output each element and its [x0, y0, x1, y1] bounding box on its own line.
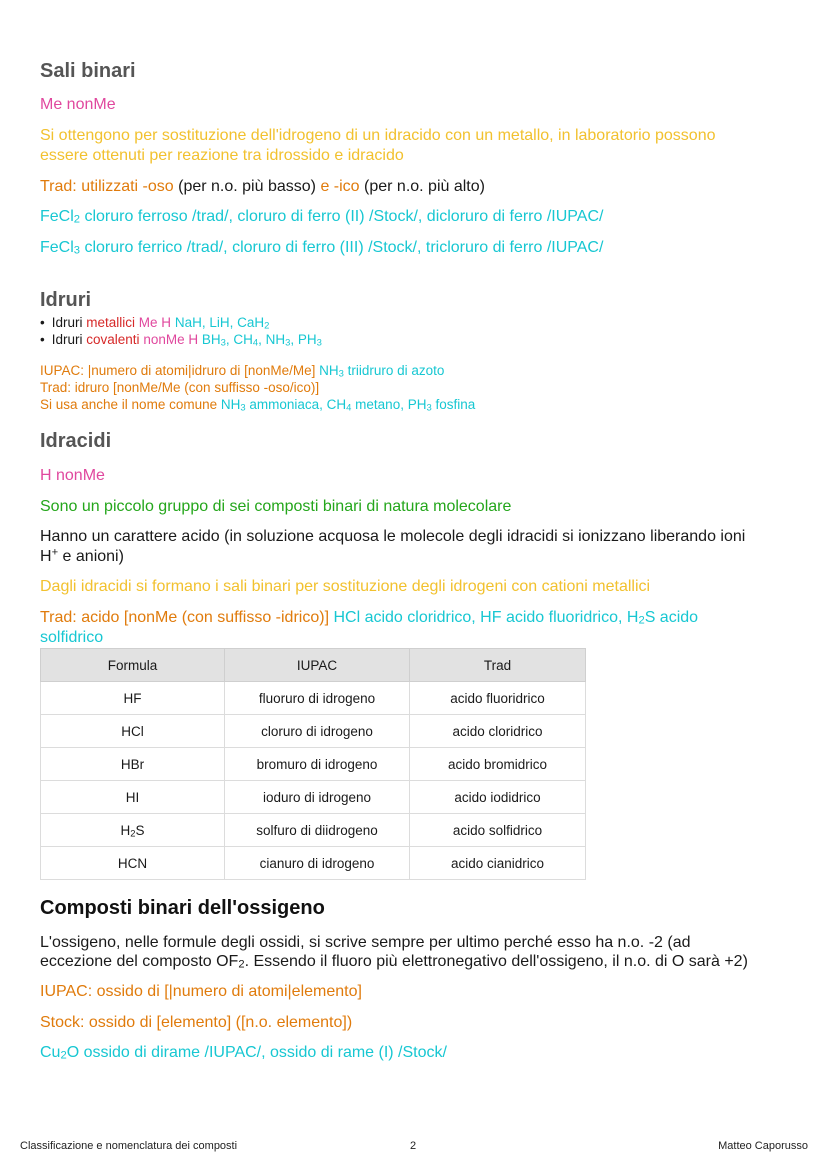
formula-cell	[41, 847, 225, 880]
idracidi-trad	[40, 608, 698, 628]
example-sub: 3	[316, 337, 322, 349]
formula-cell	[41, 748, 225, 781]
cell-text: HF	[123, 690, 142, 706]
idruri-nome-comune	[40, 396, 475, 413]
table-row	[41, 748, 586, 781]
trad-examples	[333, 609, 698, 626]
example-sub: 3	[338, 368, 344, 380]
trad-cell: acido cianidrico	[410, 847, 586, 880]
table-row	[41, 847, 586, 880]
section-title-idracidi: Idracidi	[40, 430, 112, 452]
cell-text: HI	[125, 789, 140, 805]
iupac-cell: ioduro di idrogeno	[225, 781, 410, 814]
ion-text: H	[40, 548, 52, 565]
formula-cell	[41, 781, 225, 814]
sali-binari-desc-line2: essere ottenuti per reazione tra idrossido e idracido	[40, 147, 404, 164]
example-text: ammoniaca, CH	[245, 397, 347, 412]
ossigeno-iupac: IUPAC: ossido di [|numero di atomi|elemento]	[40, 983, 362, 1000]
example-text: triidruro di azoto	[343, 363, 445, 378]
trad-suffix-oso: Trad: utilizzati -oso	[40, 178, 174, 195]
comune-rule: Si usa anche il nome comune	[40, 397, 218, 412]
example-text: NaH, LiH, CaH	[174, 315, 265, 330]
item-label: Idruri	[51, 332, 83, 347]
trad-cell: acido bromidrico	[410, 748, 586, 781]
example-sub: 3	[240, 402, 246, 414]
iupac-cell: bromuro di idrogeno	[225, 748, 410, 781]
idracidi-acido-line2	[40, 547, 124, 567]
sali-binari-trad	[40, 177, 485, 197]
idruri-iupac	[40, 362, 444, 379]
column-header: Formula	[41, 649, 225, 682]
formula-cell	[41, 715, 225, 748]
table-row	[41, 781, 586, 814]
section-title-ossigeno: Composti binari dell'ossigeno	[40, 897, 325, 919]
example-text: HCl acido cloridrico, HF acido fluoridrico, H	[333, 609, 639, 626]
item-examples	[202, 332, 322, 347]
line-sub: 2	[238, 958, 245, 971]
list-item	[40, 314, 322, 331]
idracidi-desc-yellow: Dagli idracidi si formano i sali binari per sostituzione degli idrogeni con cationi metallici	[40, 578, 651, 595]
trad-cell: acido iodidrico	[410, 781, 586, 814]
trad-note-high: (per n.o. più alto)	[364, 178, 485, 195]
fecl2-names: cloruro ferroso /trad/, cloruro di ferro (II) /Stock/, dicloruro di ferro /IUPAC/	[80, 208, 604, 225]
comune-examples	[221, 397, 475, 412]
fecl2-subscript: 2	[73, 213, 81, 226]
example-text: NH	[319, 363, 339, 378]
item-type: covalenti	[86, 332, 140, 347]
idruri-trad: Trad: idruro [nonMe/Me (con suffisso -oso/ico)]	[40, 380, 320, 395]
sali-binari-formula: Me nonMe	[40, 96, 116, 113]
item-formula: Me H	[138, 315, 172, 330]
idracidi-formula: H nonMe	[40, 467, 105, 484]
column-header: IUPAC	[225, 649, 410, 682]
idracidi-desc-green: Sono un piccolo gruppo di sei composti binari di natura molecolare	[40, 498, 512, 515]
example-text: metano, PH	[351, 397, 427, 412]
trad-cell: acido cloridrico	[410, 715, 586, 748]
example-text: Cu	[40, 1044, 61, 1061]
trad-note-low: (per n.o. più basso)	[178, 178, 316, 195]
item-examples	[175, 315, 270, 330]
example-text: , PH	[290, 332, 317, 347]
example-text: NH	[220, 397, 241, 412]
formula-cell	[41, 682, 225, 715]
idracidi-trad-cont: solfidrico	[40, 629, 104, 646]
idracidi-acido-line1: Hanno un carattere acido (in soluzione acquosa le molecole degli idracidi si ionizzano liberando ioni	[40, 528, 746, 545]
example-text: fosfina	[431, 397, 476, 412]
example-sub: 3	[220, 337, 226, 349]
example-text: S acido	[644, 609, 699, 626]
ion-charge: +	[51, 546, 59, 559]
fecl2-formula: FeCl	[40, 208, 74, 225]
iupac-rule: IUPAC: |numero di atomi|idruro di [nonMe/Me]	[40, 363, 316, 378]
line-text: . Essendo il fluoro più elettronegativo dell'ossigeno, il n.o. di O sarà +2)	[244, 953, 748, 970]
example-sub: 2	[638, 614, 645, 627]
iupac-cell: fluoruro di idrogeno	[225, 682, 410, 715]
cell-text: HCN	[117, 855, 148, 871]
trad-suffix-ico: e -ico	[320, 178, 360, 195]
iupac-cell: solfuro di diidrogeno	[225, 814, 410, 847]
page-number: 2	[410, 1140, 417, 1152]
section-title-idruri: Idruri	[40, 289, 92, 311]
cell-text: HBr	[120, 756, 145, 772]
trad-cell: acido solfidrico	[410, 814, 586, 847]
cell-text: HCl	[121, 723, 144, 739]
trad-cell: acido fluoridrico	[410, 682, 586, 715]
example-text: BH	[201, 332, 221, 347]
example-sub: 2	[60, 1049, 67, 1062]
item-label: Idruri	[51, 315, 83, 330]
example-sub: 4	[346, 402, 352, 414]
example-sub: 2	[264, 320, 270, 332]
idracidi-table	[40, 648, 586, 880]
example-text: , NH	[258, 332, 286, 347]
sali-binari-desc-line1: Si ottengono per sostituzione dell'idrogeno di un idracido con un metallo, in laboratorio possono	[40, 127, 716, 144]
iupac-cell: cloruro di idrogeno	[225, 715, 410, 748]
table-row	[41, 682, 586, 715]
fecl3-subscript: 3	[73, 244, 81, 257]
fecl2-example	[40, 207, 603, 227]
ossigeno-cu2o-example	[40, 1043, 447, 1063]
footer-title: Classificazione e nomenclatura dei composti	[20, 1140, 238, 1152]
column-header: Trad	[410, 649, 586, 682]
example-sub: 4	[252, 337, 259, 349]
iupac-cell: cianuro di idrogeno	[225, 847, 410, 880]
item-type: metallici	[86, 315, 136, 330]
ossigeno-line2	[40, 952, 748, 972]
table-row	[41, 814, 586, 847]
ossigeno-stock: Stock: ossido di [elemento] ([n.o. elemento])	[40, 1014, 353, 1031]
fecl3-example	[40, 238, 603, 258]
idruri-list	[40, 314, 322, 348]
table-row	[41, 715, 586, 748]
ossigeno-line1: L'ossigeno, nelle formule degli ossidi, si scrive sempre per ultimo perché esso ha n.o. -2 (ad	[40, 934, 691, 951]
ion-text-rest: e anioni)	[58, 548, 124, 565]
line-text: eccezione del composto OF	[40, 953, 239, 970]
cell-text: S	[135, 822, 145, 838]
fecl3-formula: FeCl	[40, 239, 74, 256]
example-text: , CH	[225, 332, 253, 347]
example-sub: 3	[285, 337, 291, 349]
formula-cell	[41, 814, 225, 847]
table-header-row	[41, 649, 586, 682]
trad-rule: Trad: acido [nonMe (con suffisso -idrico)]	[40, 609, 330, 626]
section-title-sali-binari: Sali binari	[40, 60, 136, 82]
example-sub: 3	[426, 402, 432, 414]
list-item	[40, 331, 322, 348]
item-formula: nonMe H	[143, 332, 199, 347]
iupac-example	[319, 363, 444, 378]
footer-author: Matteo Caporusso	[718, 1140, 808, 1152]
cell-text: H	[120, 822, 131, 838]
fecl3-names: cloruro ferrico /trad/, cloruro di ferro (III) /Stock/, tricloruro di ferro /IUPAC/	[80, 239, 604, 256]
example-text: O ossido di dirame /IUPAC/, ossido di rame (I) /Stock/	[66, 1044, 447, 1061]
cell-sub: 2	[130, 827, 136, 839]
